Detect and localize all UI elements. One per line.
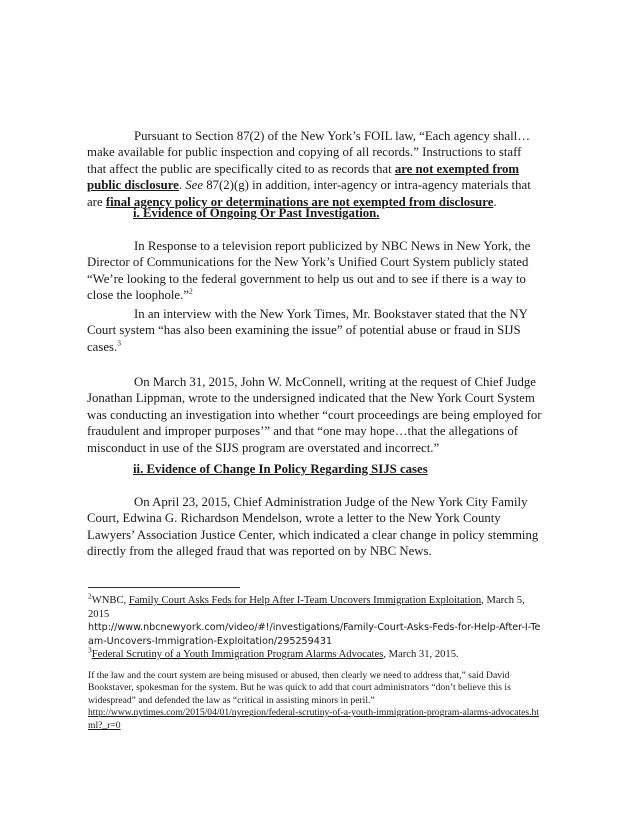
mcconnell-letter-paragraph: On March 31, 2015, John W. McConnell, writing at the request of Chief Judge Jonathan Lippman, wrote to the undersigned indicated that the New York Court System was conducting an investigation into whether “court proceedings are being employed for fraudulent and improper purposes’” and that “one may hope…that the allegations of misconduct in use of the SIJS program are overstated and incorrect.” [87,375,542,455]
section-heading-investigation: i. Evidence of Ongoing Or Past Investigation. [133,206,380,220]
final-policy-phrase: final agency policy or determinations are not exempted from disclosure [105,194,494,209]
footnote-2-url[interactable]: http://www.nbcnewyork.com/video/#!/investigations/Family-Court-Asks-Feds-for-Help-After-I-Team-Uncovers-Immigration-Exploitation/295259431 [88,622,541,647]
section-heading-policy-change: ii. Evidence of Change In Policy Regarding SIJS cases [133,462,428,476]
footnote-3: $^3$Federal Scrutiny of a Youth Immigration Program Alarms Advocates, March 31, 2015. [88,645,459,660]
mendelson-letter-paragraph: On April 23, 2015, Chief Administration Judge of the New York City Family Court, Edwina G. Richardson Mendelson, wrote a letter to the New York County Lawyers’ Association Justice Center, which indicated a clear change in policy stemming directly from the alleged fraud that was reported on by NBC News. [87,495,539,559]
footnote-2: $^2$WNBC, Family Court Asks Feds for Help After I-Team Uncovers Immigration Exploitation, March 5, 2015 http://www.nbcnewyork.com/video/#!/investigations/Family-Court-Asks-Feds-for-Help-After-I-Team-Uncovers-Immigration-Exploitation/295259431 [88,594,546,648]
nbc-report-paragraph: In Response to a television report publicized by NBC News in New York, the Director of Communications for the New York’s Unified Court System publicly stated “We’re looking to the federal government to help us out and to see if there is a way to close the loophole.”$^2$ [87,239,531,303]
footnote-3-title: Federal Scrutiny of a Youth Immigration Program Alarms Advocates [91,649,384,660]
foil-law-paragraph: Pursuant to Section 87(2) of the New York’s FOIL law, “Each agency shall…make available for public inspection and copying of all records.” Instructions to staff that affect the public are specifically cited to as records that are not exempted from public disclosure. See 87(2)(g) in addition, inter-agency or intra-agency materials that are final agency policy or determinations are not exempted from disclosure. [87,129,531,209]
nytimes-interview-paragraph: In an interview with the New York Times, Mr. Bookstaver stated that the NY Court system “has also been examining the issue” of potential abuse or fraud in SIJS cases.$^3$ [87,307,528,354]
footnote-ref-2: 2 [189,286,193,296]
footnote-2-title: Family Court Asks Feds for Help After I-Team Uncovers Immigration Exploitation [128,595,482,606]
footnote-3-quote: If the law and the court system are being misused or abused, then clearly we need to address that,” said David Bookstaver, spokesman for the system. But he was quick to add that court administrators “don’t believe this is widespread” and defended the law as “critical in assisting minors in peril.” http://www.nytimes.com/2015/04/01/nyregion/federal-scrutiny-of-a-youth-immigration-program-alarms-advocates.html?_r=0 [88,670,544,732]
footnote-separator [88,587,240,588]
not-exempted-phrase: are not exempted from public disclosure [87,161,520,193]
footnote-3-url[interactable]: http://www.nytimes.com/2015/04/01/nyregion/federal-scrutiny-of-a-youth-immigration-program-alarms-advocates.html?_r=0 [88,707,539,731]
footnote-ref-3: 3 [117,338,121,348]
